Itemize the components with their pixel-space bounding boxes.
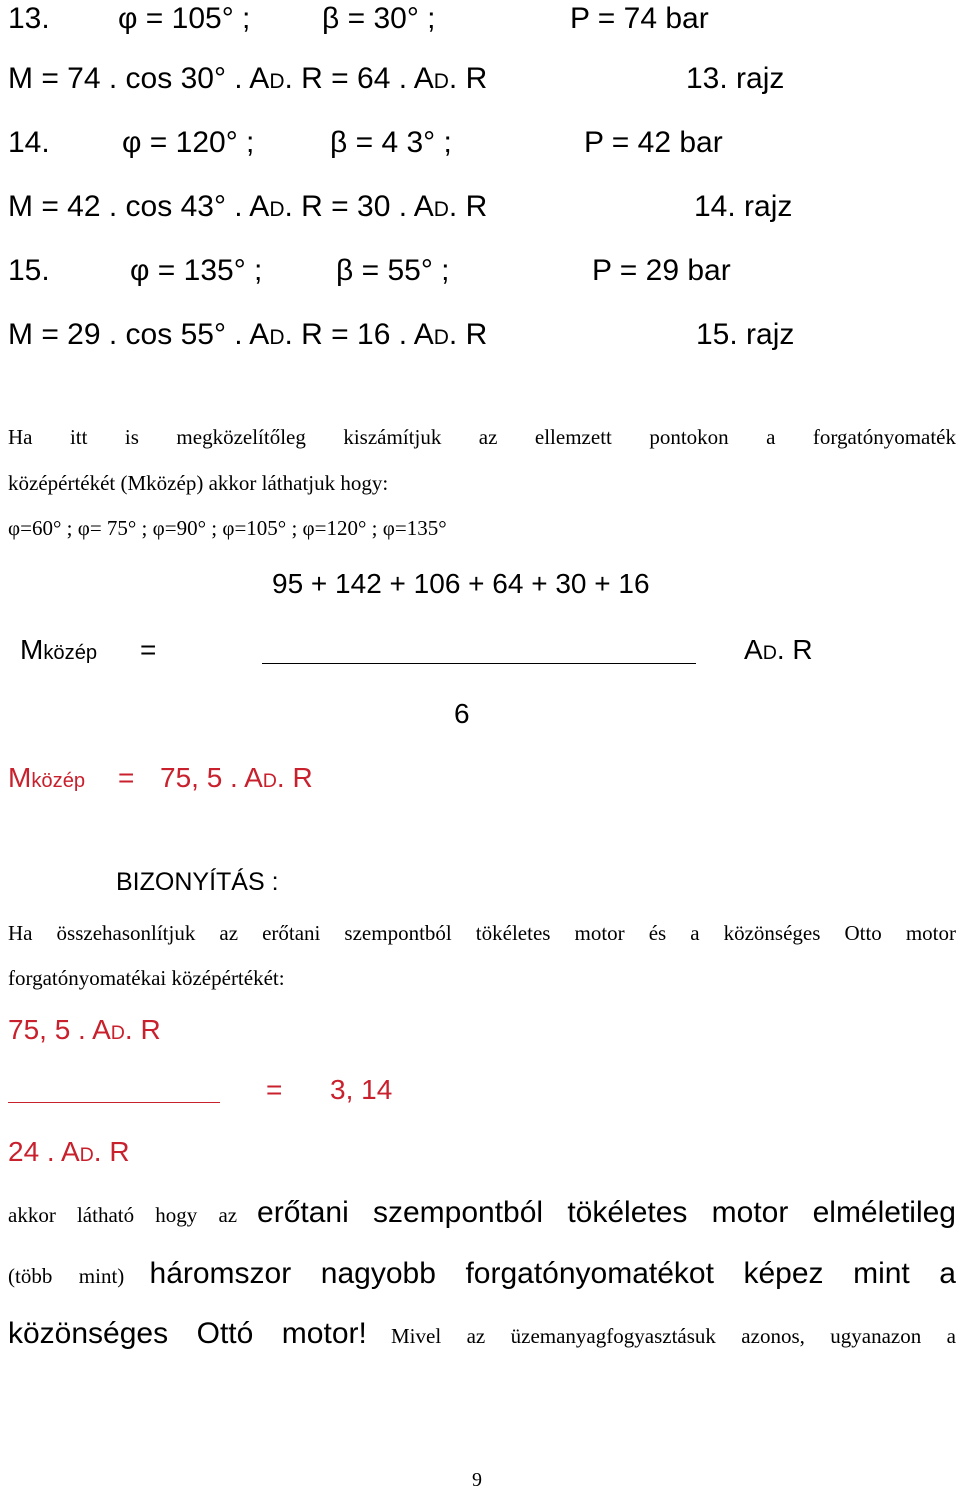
m-kozep-result: Mközép [8,762,86,793]
case-14-beta: β = 4 3° ; [330,126,452,159]
m-kozep-result-equals: = [118,762,135,793]
case-14-pressure: P = 42 bar [584,126,723,159]
page-number: 9 [472,1469,482,1491]
conclusion-line-3: közönséges Ottó motor! Mivel az üzemanyagfogyasztásuk azonos, ugyanazon a [8,1317,956,1350]
ratio-equals: = [266,1074,283,1105]
paragraph-2-line-2: forgatónyomatékai középértékét: [8,966,285,990]
ratio-denominator: 24 . AD. R [8,1136,130,1167]
paragraph-1-line-1: Ha itt is megközelítőleg kiszámítjuk az ellemzett pontokon a forgatónyomaték [8,425,956,449]
case-14-figure-ref: 14. rajz [694,190,793,223]
case-14-number: 14. [8,126,50,159]
case-15-pressure: P = 29 bar [592,254,731,287]
case-14-phi: φ = 120° ; [122,126,255,159]
case-15-figure-ref: 15. rajz [696,318,795,351]
case-15-torque-formula: M = 29 . cos 55° . AD. R = 16 . AD. R [8,318,488,351]
case-15-phi: φ = 135° ; [130,254,263,287]
case-13-figure-ref: 13. rajz [686,62,785,95]
fraction-bar [262,663,696,664]
proof-heading: BIZONYÍTÁS : [116,868,279,896]
case-13-pressure: P = 74 bar [570,2,709,35]
conclusion-line-1: akkor látható hogy az erőtani szempontból tökéletes motor elméletileg [8,1196,956,1229]
ratio-numerator: 75, 5 . AD. R [8,1014,161,1045]
paragraph-1-line-2: középértékét (Mközép) akkor láthatjuk hogy: [8,471,389,495]
fraction-numerator: 95 + 142 + 106 + 64 + 30 + 16 [272,568,650,599]
m-kozep-label: Mközép [20,634,98,665]
conclusion-line-2: (több mint) háromszor nagyobb forgatónyomatékot képez mint a [8,1257,956,1290]
fraction-denominator: 6 [454,698,470,729]
case-13-torque-formula: M = 74 . cos 30° . AD. R = 64 . AD. R [8,62,488,95]
case-13-number: 13. [8,2,50,35]
fraction-equals: = [140,634,157,665]
paragraph-2-line-1: Ha összehasonlítjuk az erőtani szempontból tökéletes motor és a közönséges Otto motor [8,921,956,945]
case-13-phi: φ = 105° ; [118,2,251,35]
case-15-number: 15. [8,254,50,287]
ratio-bar [8,1102,220,1103]
case-13-beta: β = 30° ; [322,2,436,35]
case-14-torque-formula: M = 42 . cos 43° . AD. R = 30 . AD. R [8,190,488,223]
fraction-unit: AD. R [744,634,813,665]
angle-list: φ=60° ; φ= 75° ; φ=90° ; φ=105° ; φ=120° ; φ=135° [8,516,447,540]
case-15-beta: β = 55° ; [336,254,450,287]
ratio-value: 3, 14 [330,1074,393,1105]
m-kozep-result-value: 75, 5 . AD. R [160,762,313,793]
